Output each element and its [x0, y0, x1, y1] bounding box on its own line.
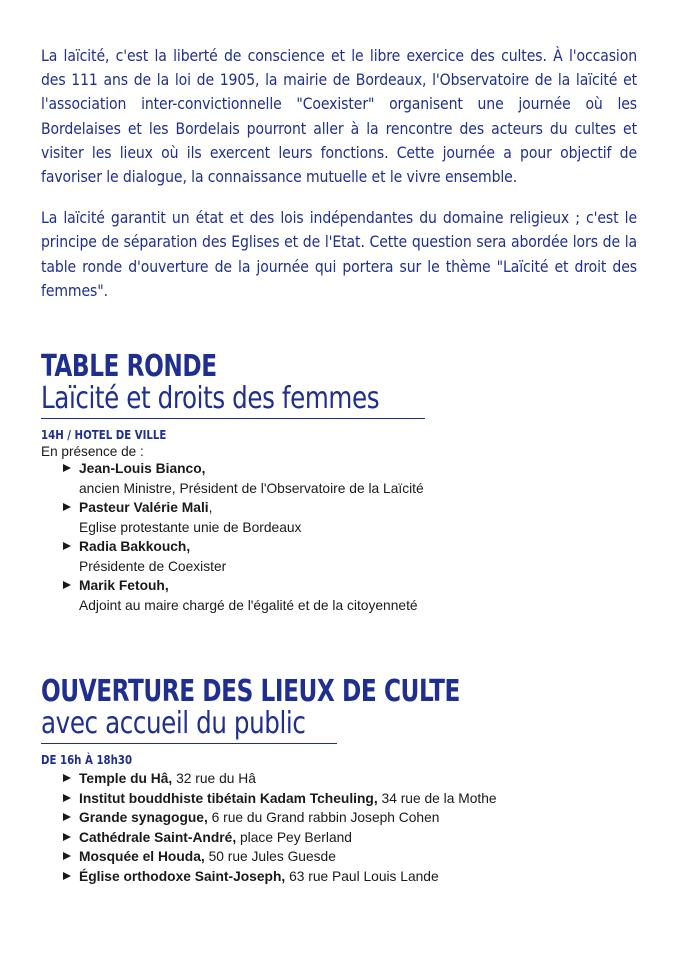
ouverture-time: DE 16h À 18h30: [41, 753, 133, 767]
triangle-bullet-icon: [63, 872, 71, 880]
intro-paragraph-2: La laïcité garantit un état et des lois indépendantes du domaine religieux ; c'est le principe de séparation des Eglises et de l'Etat. Cette question sera abordée lors de la table ronde d'ouverture de la journée qui portera sur le thème "Laïcité et droit des femmes".: [41, 209, 637, 300]
ouverture-section: [41, 674, 641, 886]
place-name: Grande synagogue,: [79, 810, 208, 825]
speaker-role: Adjoint au maire chargé de l'égalité et de la citoyenneté: [79, 597, 418, 613]
speaker-name: Radia Bakkouch,: [79, 539, 191, 554]
list-item: [79, 789, 641, 809]
place-name: Cathédrale Saint-André,: [79, 829, 237, 845]
speaker-name: Marik Fetouh,: [79, 578, 169, 593]
intro-paragraph-1: La laïcité, c'est la liberté de conscience et le libre exercice des cultes. À l'occasion des 111 ans de la loi de 1905, la mairie de Bordeaux, l'Observatoire de la laïcité et l'association inter-convictionnelle "Coexister" organisent une journée où les Bordelaises et les Bordelais pourront aller à la rencontre des acteurs du cultes et visiter les lieux où ils exercent leurs fonctions. Cette journée a pour objectif de favoriser le dialogue, la connaissance mutuelle et le vivre ensemble.: [41, 47, 637, 187]
speaker-role: ancien Ministre, Président de l'Observatoire de la Laïcité: [79, 480, 424, 496]
presence-label: En présence de :: [41, 444, 144, 459]
triangle-bullet-icon: [63, 464, 71, 472]
table-ronde-rule: [41, 418, 425, 419]
list-item: [79, 769, 641, 789]
ouverture-subtitle: avec accueil du public: [41, 706, 306, 741]
speaker-name: Jean-Louis Bianco,: [79, 461, 206, 476]
list-item: [79, 576, 641, 615]
triangle-bullet-icon: [63, 852, 71, 860]
place-name: Mosquée el Houda,: [79, 849, 205, 864]
place-address: 6 rue du Grand rabbin Joseph Cohen: [207, 810, 440, 825]
place-address: place Pey Berland: [236, 829, 352, 845]
place-address: 32 rue du Hâ: [172, 771, 256, 786]
places-list: [41, 769, 641, 886]
speaker-name-suffix: ,: [208, 500, 213, 515]
list-item: [79, 808, 641, 828]
place-address: 63 rue Paul Louis Lande: [285, 868, 439, 884]
speaker-role: Présidente de Coexister: [79, 558, 227, 574]
triangle-bullet-icon: [63, 813, 71, 821]
speaker-list: [41, 459, 641, 615]
list-item: [79, 847, 641, 867]
place-name: Temple du Hâ,: [79, 771, 173, 786]
table-ronde-time-place: 14H / HOTEL DE VILLE: [41, 428, 167, 442]
table-ronde-title: TABLE RONDE: [41, 349, 217, 384]
ouverture-title: OUVERTURE DES LIEUX DE CULTE: [41, 674, 460, 709]
ouverture-rule: [41, 743, 337, 744]
speaker-role: Eglise protestante unie de Bordeaux: [79, 519, 302, 535]
triangle-bullet-icon: [63, 774, 71, 782]
place-name: Église orthodoxe Saint-Joseph,: [79, 868, 286, 884]
speaker-name: Pasteur Valérie Mali: [79, 500, 209, 515]
triangle-bullet-icon: [63, 833, 71, 841]
triangle-bullet-icon: [63, 542, 71, 550]
triangle-bullet-icon: [63, 503, 71, 511]
intro-text: [41, 44, 637, 303]
place-address: 50 rue Jules Guesde: [204, 849, 336, 864]
list-item: [79, 498, 641, 537]
place-name: Institut bouddhiste tibétain Kadam Tcheuling,: [79, 790, 378, 806]
list-item: [79, 867, 641, 887]
triangle-bullet-icon: [63, 581, 71, 589]
list-item: [79, 459, 641, 498]
table-ronde-subtitle: Laïcité et droits des femmes: [41, 381, 380, 416]
list-item: [79, 828, 641, 848]
list-item: [79, 537, 641, 576]
triangle-bullet-icon: [63, 794, 71, 802]
place-address: 34 rue de la Mothe: [377, 790, 497, 806]
table-ronde-section: [41, 349, 641, 615]
